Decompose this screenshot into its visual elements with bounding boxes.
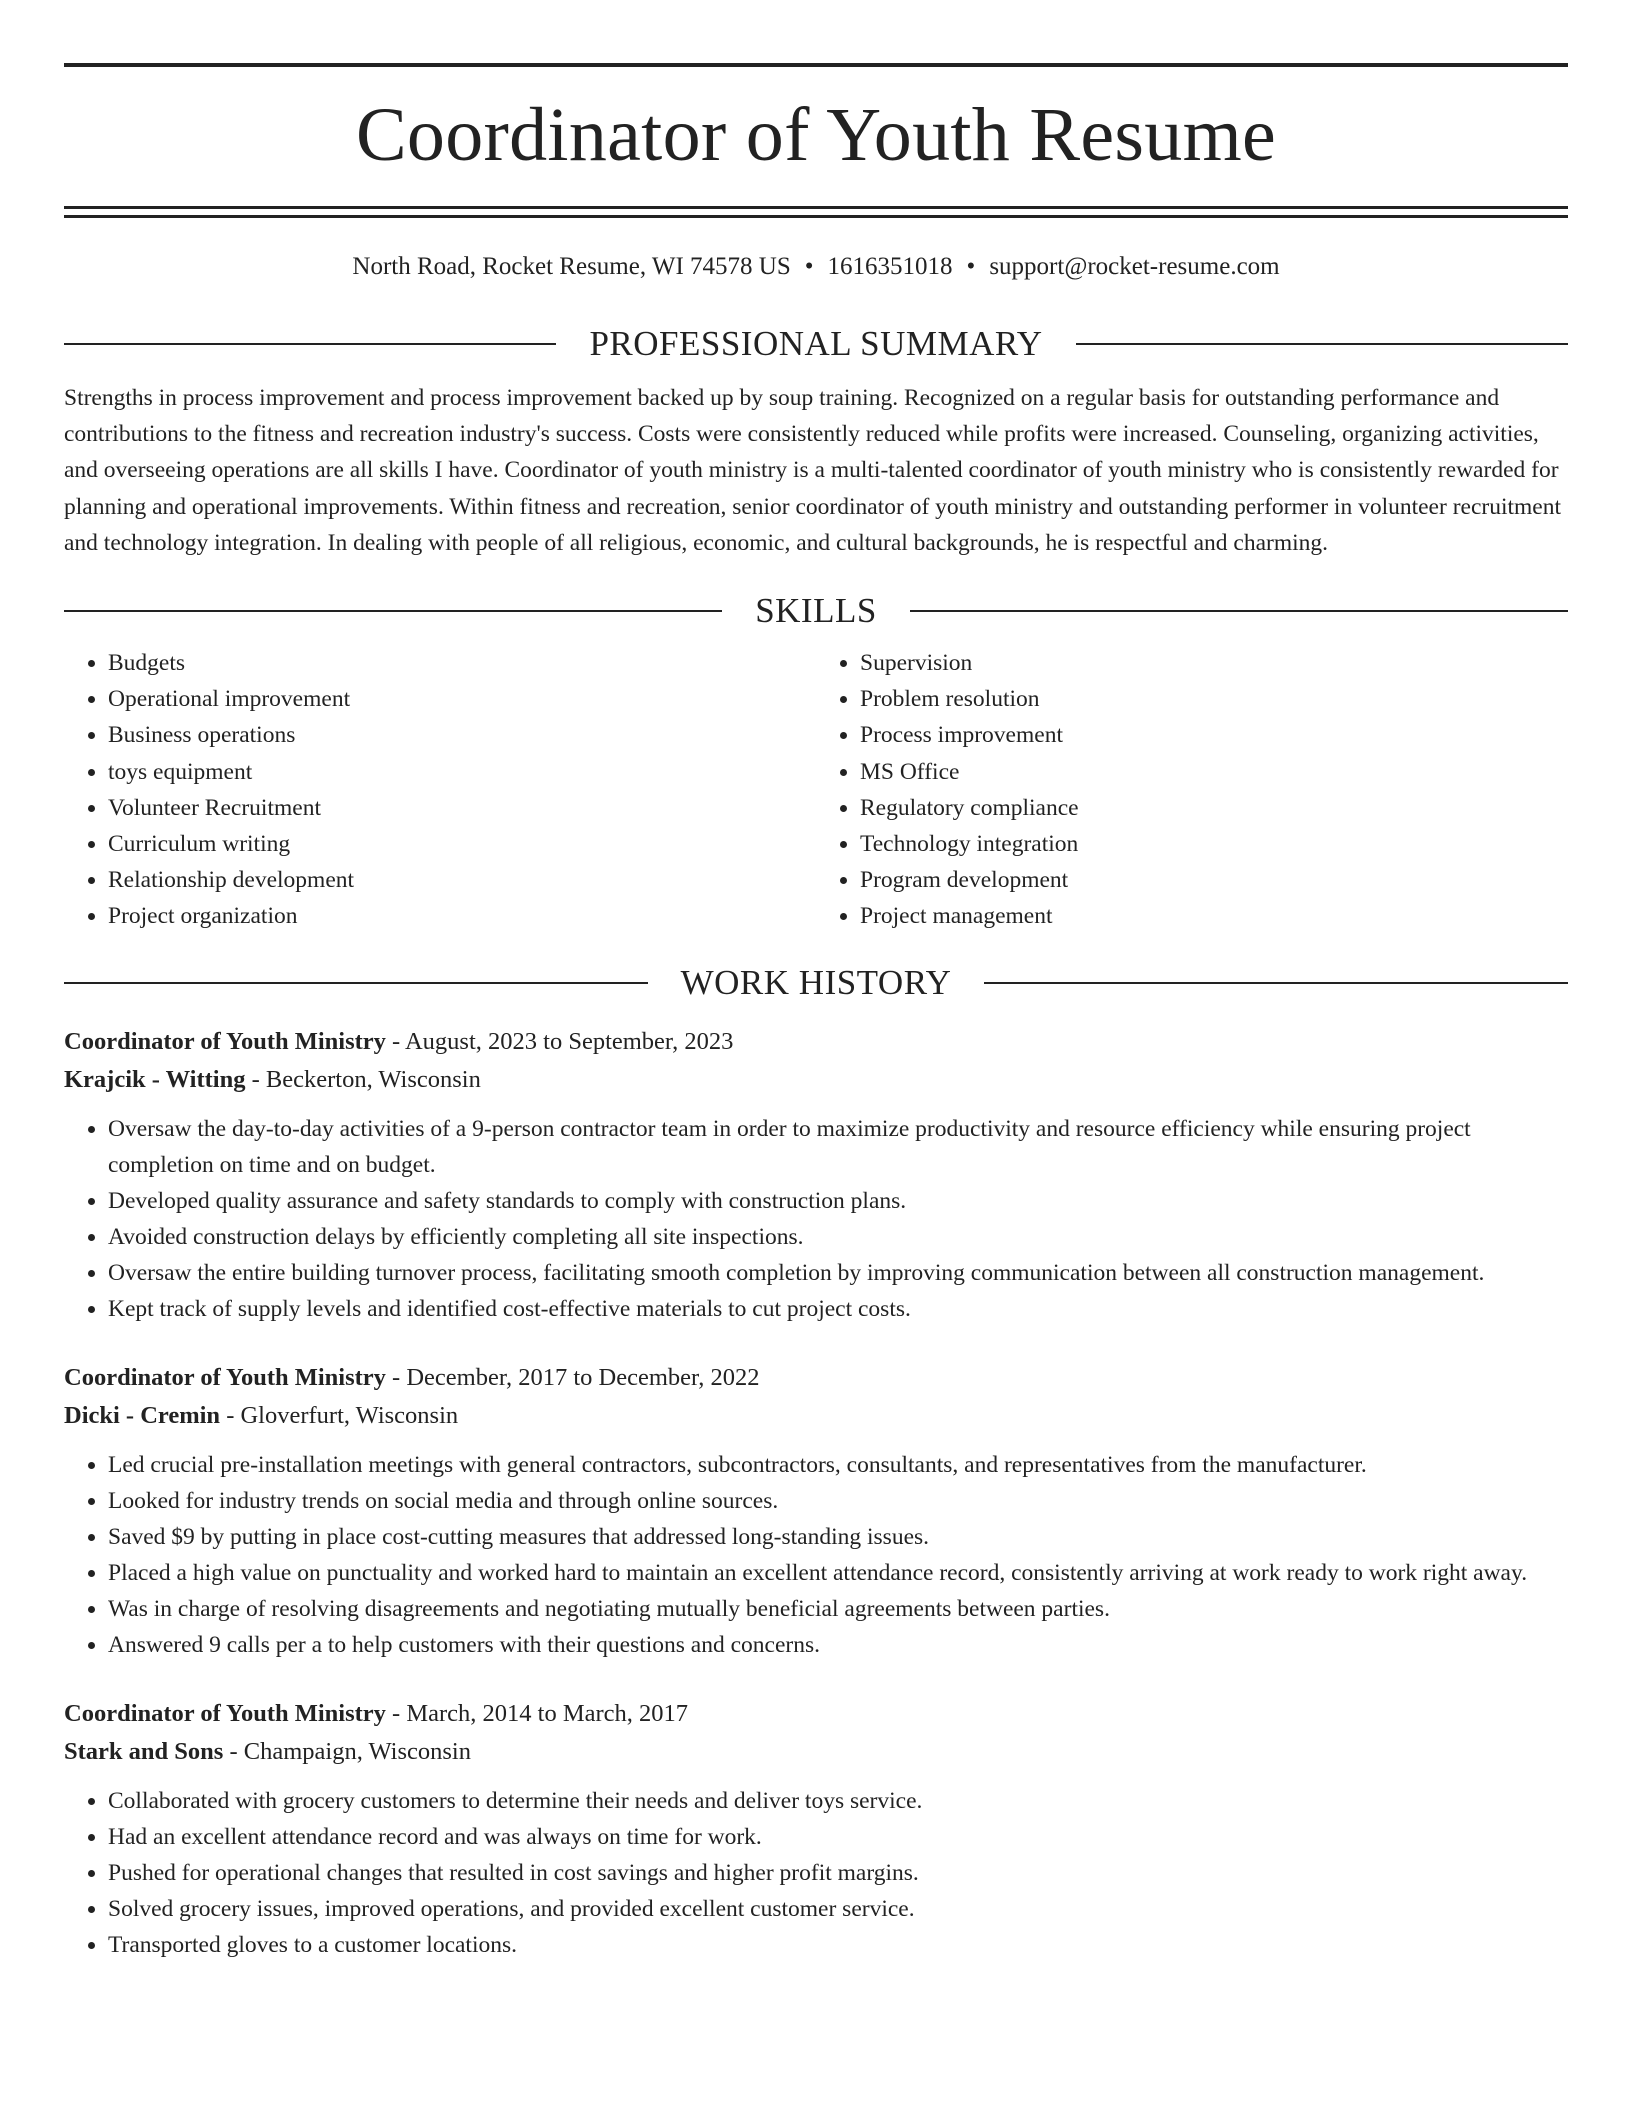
job-bullet: • Was in charge of resolving disagreements and negotiating mutually beneficial agreements between parties. [108,1591,1568,1627]
skill-item: • Regulatory compliance [860,790,1568,826]
job-dates: - August, 2023 to September, 2023 [385,1027,734,1055]
title-double-rule [64,206,1568,218]
section-rule-left [64,982,648,984]
skill-item: • Operational improvement [108,681,816,717]
skill-item: • Project organization [108,898,816,934]
section-rule-right [984,982,1568,984]
job-company-line [64,1061,1568,1099]
contact-phone: 1616351018 [827,253,953,280]
contact-separator: • [804,253,814,280]
section-rule-right [910,610,1568,612]
job-title: Coordinator of Youth Ministry [64,1363,386,1391]
job-bullet: • Transported gloves to a customer locations. [108,1927,1568,1963]
job-bullet: • Avoided construction delays by efficiently completing all site inspections. [108,1219,1568,1255]
skill-item: • MS Office [860,754,1568,790]
job-company-line [64,1733,1568,1771]
job-title-line [64,1023,1568,1061]
job-location: - Gloverfurt, Wisconsin [220,1401,459,1429]
skills-section-header [64,591,1568,631]
contact-email: support@rocket-resume.com [989,253,1280,280]
job-bullets [64,1111,1568,1327]
work-history-heading: WORK HISTORY [680,962,952,1002]
job-bullet: • Answered 9 calls per a to help customers with their questions and concerns. [108,1627,1568,1663]
contact-line [64,252,1568,282]
job-location: - Beckerton, Wisconsin [245,1065,481,1093]
skill-item: • Process improvement [860,717,1568,753]
job-bullet: • Led crucial pre-installation meetings with general contractors, subcontractors, consultants, and representatives from the manufacturer. [108,1447,1568,1483]
skill-item: • toys equipment [108,754,816,790]
skill-item: • Project management [860,898,1568,934]
job-title-line [64,1695,1568,1733]
resume-title: Coordinator of Youth Resume [355,93,1277,177]
summary-heading: PROFESSIONAL SUMMARY [589,324,1043,363]
job-dates: - March, 2014 to March, 2017 [385,1699,689,1727]
job-bullet: • Oversaw the day-to-day activities of a 9-person contractor team in order to maximize productivity and resource efficiency while ensuring project completion on time and on budget. [108,1111,1568,1183]
job-bullet: • Developed quality assurance and safety standards to comply with construction plans. [108,1183,1568,1219]
job-title: Coordinator of Youth Ministry [64,1699,386,1727]
skill-item: • Budgets [108,645,816,681]
section-rule-left [64,343,556,345]
contact-address: North Road, Rocket Resume, WI 74578 US [352,253,791,280]
job-company: Dicki - Cremin [64,1401,221,1429]
skills-heading: SKILLS [755,591,877,631]
job-bullet: • Pushed for operational changes that resulted in cost savings and higher profit margins. [108,1855,1568,1891]
skill-item: • Curriculum writing [108,826,816,862]
summary-section-header [64,324,1568,364]
job-bullet: • Placed a high value on punctuality and worked hard to maintain an excellent attendance record, consistently arriving at work ready to work right away. [108,1555,1568,1591]
section-rule-left [64,610,722,612]
job-bullet: • Looked for industry trends on social media and through online sources. [108,1483,1568,1519]
job-bullet: • Solved grocery issues, improved operations, and provided excellent customer service. [108,1891,1568,1927]
section-rule-right [1076,343,1568,345]
job-bullet: • Collaborated with grocery customers to determine their needs and deliver toys service. [108,1783,1568,1819]
job-bullet: • Saved $9 by putting in place cost-cutting measures that addressed long-standing issues. [108,1519,1568,1555]
job-entry [64,1695,1568,1963]
job-bullet: • Had an excellent attendance record and was always on time for work. [108,1819,1568,1855]
skill-item: • Technology integration [860,826,1568,862]
job-title: Coordinator of Youth Ministry [64,1027,386,1055]
job-bullet: • Kept track of supply levels and identified cost-effective materials to cut project costs. [108,1291,1568,1327]
skills-list [64,645,1568,935]
job-location: - Champaign, Wisconsin [223,1737,471,1765]
skills-column-right [816,645,1568,935]
skill-item: • Business operations [108,717,816,753]
contact-separator: • [966,253,976,280]
job-company-line [64,1397,1568,1435]
skill-item: • Supervision [860,645,1568,681]
job-title-line [64,1359,1568,1397]
skill-item: • Volunteer Recruitment [108,790,816,826]
skill-item: • Program development [860,862,1568,898]
skill-item: • Relationship development [108,862,816,898]
work-history-section-header [64,963,1568,1003]
skills-column-left [64,645,816,935]
job-dates: - December, 2017 to December, 2022 [385,1363,760,1391]
job-bullets [64,1447,1568,1663]
job-bullet: • Oversaw the entire building turnover process, facilitating smooth completion by improving communication between all construction management. [108,1255,1568,1291]
job-company: Stark and Sons [64,1737,224,1765]
skill-item: • Problem resolution [860,681,1568,717]
summary-text: Strengths in process improvement and process improvement backed up by soup training. Recognized on a regular basis for outstanding performance and contributions to the fitness and recreation industry's success. Costs were consistently reduced while profits were increased. Counseling, organizing activities, and overseeing operations are all skills I have. Coordinator of youth ministry is a multi-talented coordinator of youth ministry who is consistently rewarded for planning and operational improvements. Within fitness and recreation, senior coordinator of youth ministry and outstanding performer in volunteer recruitment and technology integration. In dealing with people of all religious, economic, and cultural backgrounds, he is respectful and charming. [64,385,1562,556]
job-entry [64,1359,1568,1663]
job-bullets [64,1783,1568,1963]
job-entry [64,1023,1568,1327]
job-company: Krajcik - Witting [64,1065,246,1093]
